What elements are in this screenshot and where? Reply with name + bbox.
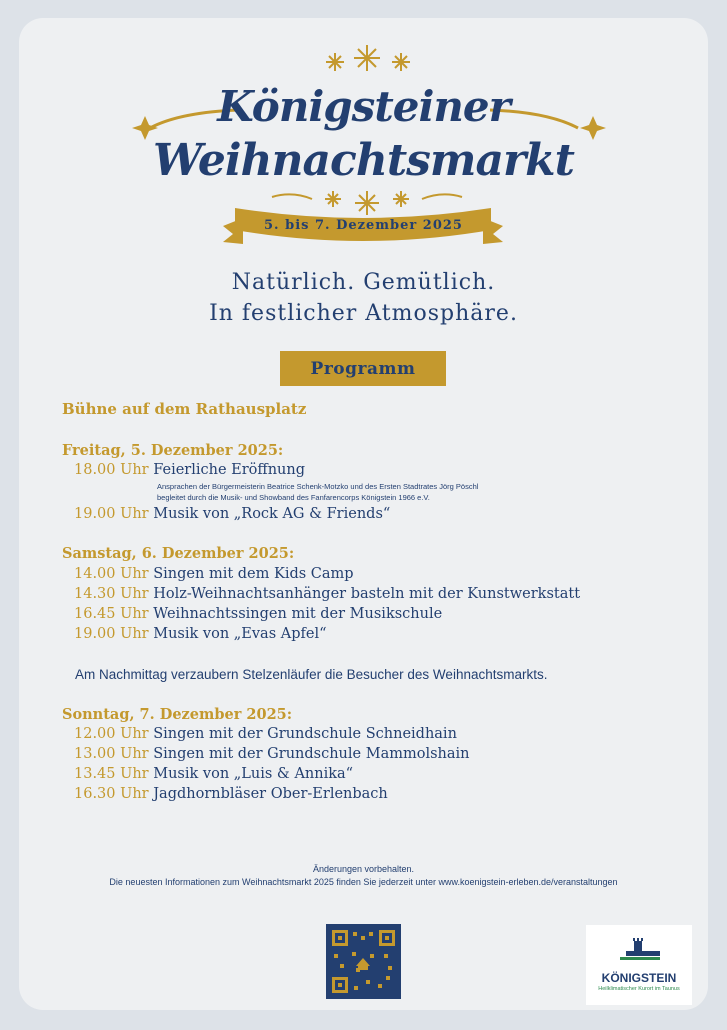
event-row xyxy=(74,566,354,582)
event-detail: begleitet durch die Musik- und Showband des Fanfarencorps Königstein 1966 e.V. xyxy=(157,493,430,502)
event-title: Musik von „Rock AG & Friends“ xyxy=(153,506,391,522)
event-time: 12.00 Uhr xyxy=(74,726,149,742)
event-time: 14.00 Uhr xyxy=(74,566,149,582)
event-time: 16.45 Uhr xyxy=(74,606,149,622)
event-time: 19.00 Uhr xyxy=(74,506,149,522)
event-title: Weihnachtssingen mit der Musikschule xyxy=(153,606,443,622)
event-title: Singen mit der Grundschule Mammolshain xyxy=(153,746,470,762)
event-time: 14.30 Uhr xyxy=(74,586,149,602)
program-label: Programm xyxy=(280,351,446,386)
saturday-note: Am Nachmittag verzaubern Stelzenläufer die Besucher des Weihnachtsmarkts. xyxy=(75,667,548,682)
logo-subtitle: Heilklimatischer Kurort im Taunus xyxy=(598,986,680,992)
date-ribbon-text: 5. bis 7. Dezember 2025 xyxy=(264,218,463,233)
event-row xyxy=(74,462,305,478)
event-title: Jagdhornbläser Ober-Erlenbach xyxy=(153,786,388,802)
venue-heading: Bühne auf dem Rathausplatz xyxy=(62,400,307,418)
footer-info: Die neuesten Informationen zum Weihnachtsmarkt 2025 finden Sie jederzeit unter www.koenigstein-erleben.de/veranstaltungen xyxy=(109,877,618,887)
day-heading-friday: Freitag, 5. Dezember 2025: xyxy=(62,442,284,459)
event-row xyxy=(74,506,390,522)
event-title: Musik von „Luis & Annika“ xyxy=(153,766,354,782)
logo-name: KÖNIGSTEIN xyxy=(601,971,677,985)
title-koenigsteiner: Königsteiner xyxy=(217,82,510,131)
tagline-line1: Natürlich. Gemütlich. xyxy=(231,270,496,295)
event-row xyxy=(74,726,457,742)
event-row xyxy=(74,786,388,802)
footer-disclaimer: Änderungen vorbehalten. xyxy=(312,864,415,874)
event-row xyxy=(74,626,327,642)
event-row xyxy=(74,586,580,602)
event-time: 19.00 Uhr xyxy=(74,626,149,642)
event-title: Holz-Weihnachtsanhänger basteln mit der Kunstwerkstatt xyxy=(153,586,581,602)
title-weihnachtsmarkt: Weihnachtsmarkt xyxy=(153,135,574,186)
tagline-line2: In festlicher Atmosphäre. xyxy=(209,301,518,326)
qr-code-icon[interactable] xyxy=(326,924,401,999)
day-heading-sunday: Sonntag, 7. Dezember 2025: xyxy=(62,706,293,723)
event-title: Singen mit dem Kids Camp xyxy=(153,566,354,582)
event-row xyxy=(74,606,442,622)
event-title: Feierliche Eröffnung xyxy=(153,462,306,478)
event-time: 13.00 Uhr xyxy=(74,746,149,762)
event-title: Singen mit der Grundschule Schneidhain xyxy=(153,726,457,742)
event-title: Musik von „Evas Apfel“ xyxy=(153,626,327,642)
day-heading-saturday: Samstag, 6. Dezember 2025: xyxy=(62,545,295,562)
event-time: 18.00 Uhr xyxy=(74,462,149,478)
castle-icon xyxy=(586,925,692,969)
event-time: 13.45 Uhr xyxy=(74,766,149,782)
event-row xyxy=(74,746,469,762)
event-row xyxy=(74,766,353,782)
koenigstein-logo xyxy=(586,925,692,1005)
event-time: 16.30 Uhr xyxy=(74,786,149,802)
event-detail: Ansprachen der Bürgermeisterin Beatrice Schenk-Motzko und des Ersten Stadtrates Jörg Pöschl xyxy=(157,482,479,491)
